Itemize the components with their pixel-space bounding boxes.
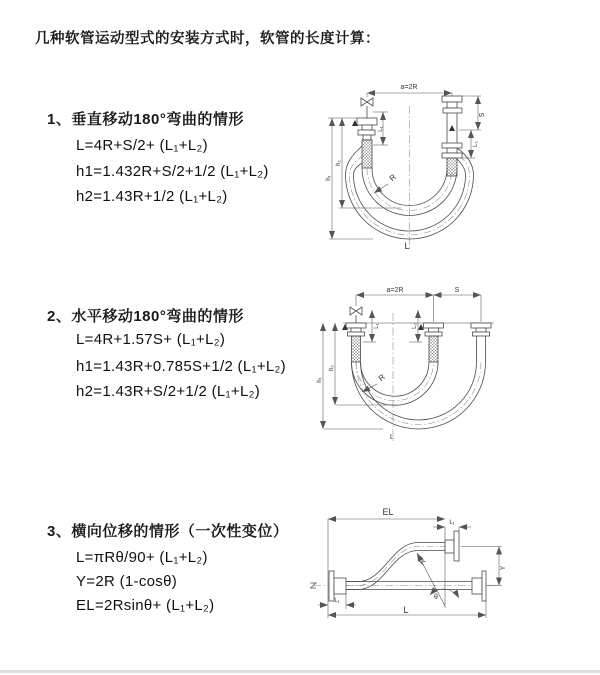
dim-label-y: Y <box>500 565 507 571</box>
dim-label-l1: L₁ <box>374 323 380 329</box>
hose-s-curve <box>346 543 445 590</box>
section-2-heading: 2、水平移动180°弯曲的情形 <box>47 308 244 325</box>
hose-loop-moved <box>352 362 486 429</box>
braid-hatch-left <box>362 140 372 168</box>
dim-label-h2: h₂ <box>336 160 342 166</box>
section-1-heading: 1、垂直移动180°弯曲的情形 <box>47 111 244 128</box>
dim-label-s: S <box>454 287 460 294</box>
flange-upper <box>445 531 459 561</box>
diagram-horizontal-180-bend <box>305 280 600 465</box>
flange-middle <box>424 323 444 336</box>
length-label: L <box>403 605 409 615</box>
flange-left <box>346 323 366 336</box>
valve-icon <box>361 98 373 118</box>
section-2-formula-L: L=4R+1.57S+ (L₁+L₂) <box>76 331 226 348</box>
dim-label-s: S <box>479 112 486 118</box>
dim-label-a2r: a=2R <box>386 287 404 294</box>
dim-h2 <box>335 323 397 405</box>
braid-hatch-middle <box>429 336 438 362</box>
flange-right-upper <box>442 96 462 113</box>
angle-label: θ <box>434 594 438 601</box>
section-3-heading: 3、横向位移的情形（一次性变位） <box>47 523 289 540</box>
dim-label-a2r: a=2R <box>400 84 418 91</box>
valve-icon <box>350 307 362 323</box>
section-1-formula-h1: h1=1.432R+S/2+1/2 (L₁+L₂) <box>76 163 269 180</box>
diagram-vertical-180-bend <box>305 68 600 268</box>
dim-s <box>434 295 482 322</box>
braid-hatch-right <box>447 158 457 176</box>
dim-a2r <box>356 295 434 322</box>
flange-left <box>357 118 377 140</box>
radius-label: R <box>417 556 428 567</box>
section-3-formula-Y: Y=2R (1-cosθ) <box>76 573 178 590</box>
dim-label-l1-top: L₁ <box>449 520 455 526</box>
braid-hatch-left <box>352 336 361 362</box>
length-label: L <box>404 241 410 251</box>
dim-l1-top <box>433 527 471 531</box>
section-3-formula-EL: EL=2Rsinθ+ (L₁+L₂) <box>76 597 215 614</box>
dim-label-l2: L₂ <box>412 323 418 329</box>
section-1-formula-L: L=4R+S/2+ (L₁+L₂) <box>76 137 208 154</box>
flange-right <box>472 571 486 601</box>
dim-label-l1-bottom: L₁ <box>334 598 340 604</box>
section-1-formula-h2: h2=1.43R+1/2 (L₁+L₂) <box>76 188 228 205</box>
dim-label-el: EL <box>382 507 394 517</box>
flange-right <box>471 323 491 336</box>
radius-label: R <box>387 172 398 184</box>
dim-a2r <box>367 93 452 97</box>
page-bottom-edge <box>0 670 600 673</box>
dim-label-l2: L₂ <box>473 141 479 147</box>
radius-label: R <box>376 372 387 384</box>
flange-right-lower <box>442 143 462 158</box>
diagram-lateral-displacement <box>300 498 600 663</box>
section-3-formula-L: L=πRθ/90+ (L₁+L₂) <box>76 549 208 566</box>
dim-label-h2: h₂ <box>329 365 335 371</box>
length-label: L <box>390 434 394 441</box>
section-2-formula-h2: h2=1.43R+S/2+1/2 (L₁+L₂) <box>76 383 261 400</box>
dim-el <box>328 519 445 618</box>
page-title: 几种软管运动型式的安装方式时，软管的长度计算： <box>35 31 380 47</box>
flange-left <box>329 571 346 601</box>
dim-label-l1: L₁ <box>378 126 384 132</box>
dim-label-h1: h₁ <box>317 377 323 383</box>
section-2-formula-h1: h1=1.43R+0.785S+1/2 (L₁+L₂) <box>76 358 286 375</box>
movement-arrow <box>449 125 455 131</box>
dim-label-h1: h₁ <box>326 175 332 181</box>
